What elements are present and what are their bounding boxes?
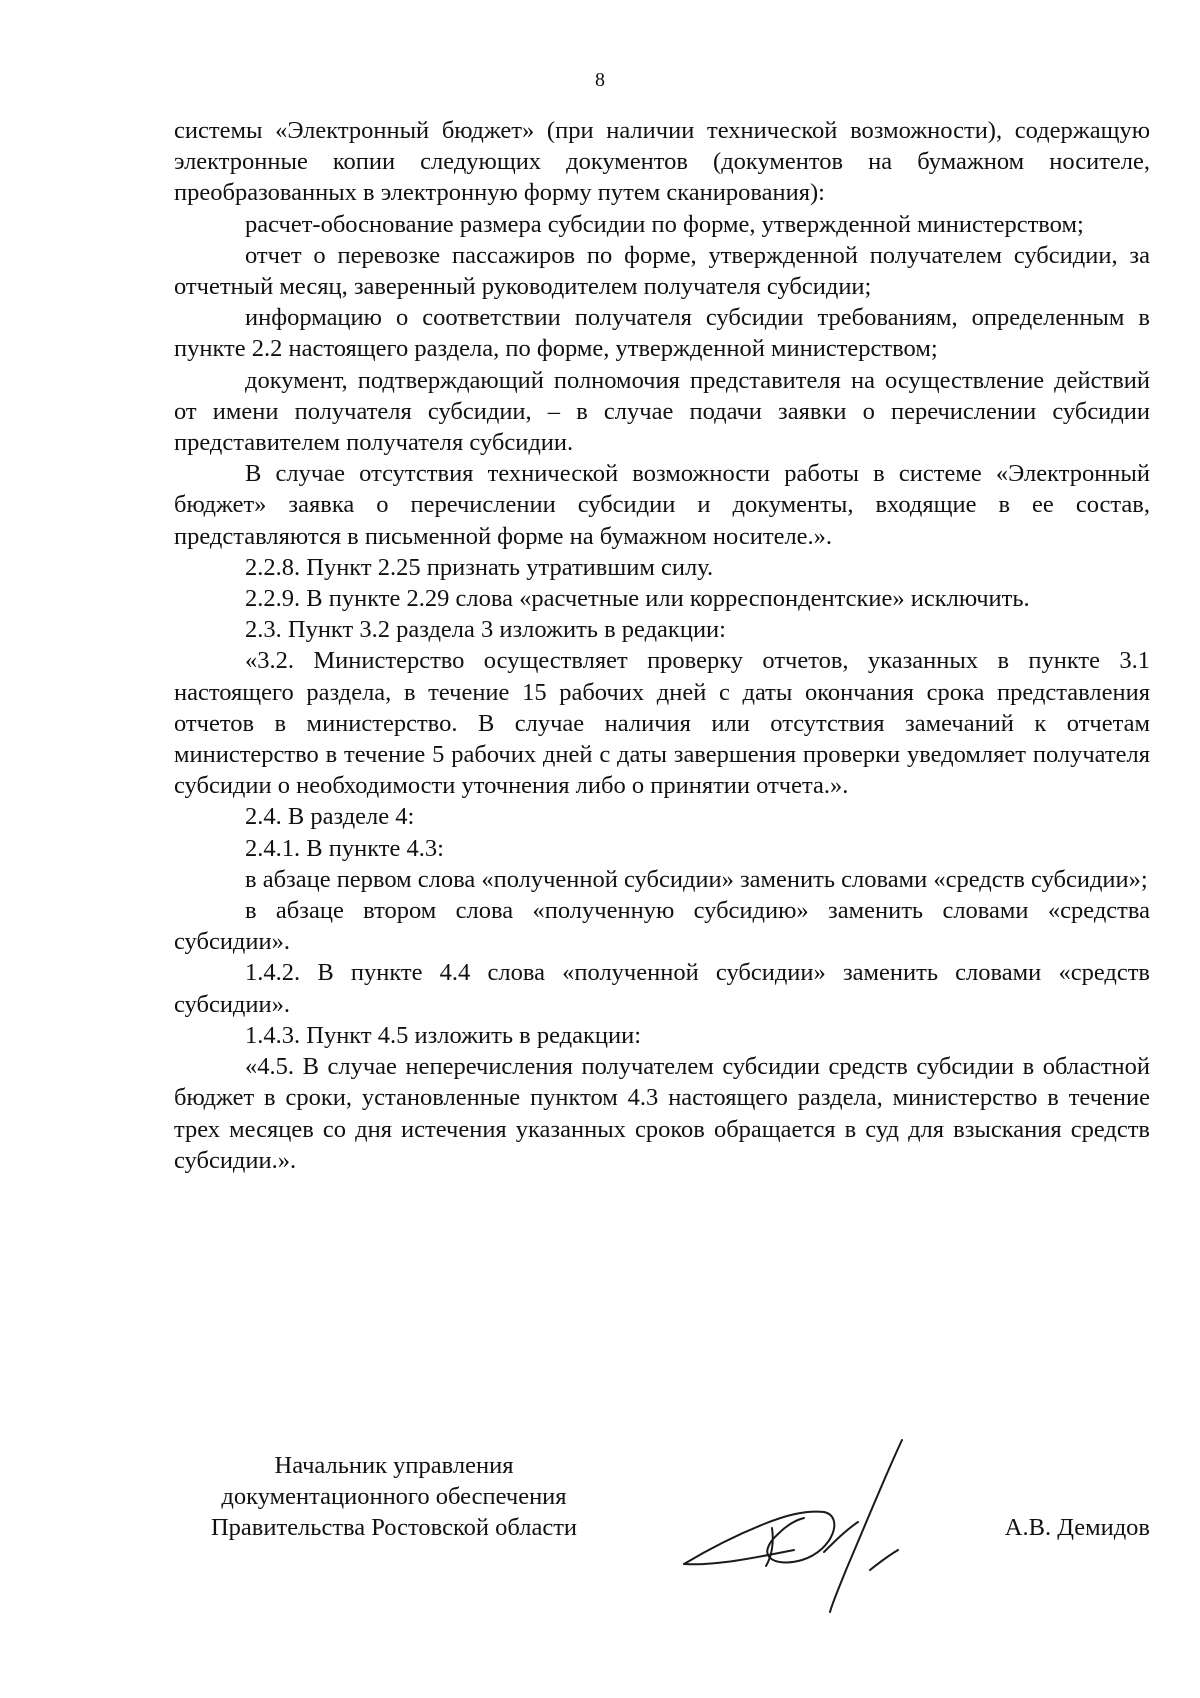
signatory-name: А.В. Демидов <box>1004 1514 1150 1541</box>
paragraph: отчет о перевозке пассажиров по форме, утвержденной получателем субсидии, за отчетный месяц, заверенный руководителем получателя субсидии; <box>174 241 1150 301</box>
paragraph: 2.4.1. В пункте 4.3: <box>245 834 444 862</box>
paragraph: 1.4.3. Пункт 4.5 изложить в редакции: <box>245 1021 642 1049</box>
paragraph: В случае отсутствия технической возможности работы в системе «Электронный бюджет» заявка о перечислении субсидии и документы, входящие в ее состав, представляются в письменной форме на бумажном носителе.». <box>174 460 1150 550</box>
paragraph: 2.2.9. В пункте 2.29 слова «расчетные или корреспондентские» исключить. <box>245 585 1030 613</box>
paragraph: системы «Электронный бюджет» (при наличии технической возможности), содержащую электронные копии следующих документов (документов на бумажном носителе, преобразованных в электронную форму путем сканирования): <box>174 117 1150 207</box>
handwritten-signature <box>674 1432 974 1622</box>
paragraph: расчет-обоснование размера субсидии по форме, утвержденной министерством; <box>245 210 1084 238</box>
paragraph: информацию о соответствии получателя субсидии требованиям, определенным в пункте 2.2 настоящего раздела, по форме, утвержденной министерством; <box>174 304 1150 363</box>
signature-block <box>174 1450 1150 1630</box>
paragraph: документ, подтверждающий полномочия представителя на осуществление действий от имени получателя субсидии, – в случае подачи заявки о перечислении субсидии представителем получателя субсидии. <box>174 366 1150 457</box>
signatory-title-line: Начальник управления <box>274 1452 514 1479</box>
paragraph: 2.4. В разделе 4: <box>245 803 415 831</box>
paragraph: в абзаце втором слова «полученную субсидию» заменить словами «средства субсидии». <box>174 897 1150 956</box>
paragraph: «4.5. В случае неперечисления получателем субсидии средств субсидии в областной бюджет в сроки, установленные пунктом 4.3 настоящего раздела, министерство в течение трех месяцев со дня истечения указанных сроков обращается в суд для взыскания средств субсидии.». <box>174 1053 1150 1174</box>
paragraph: «3.2. Министерство осуществляет проверку отчетов, указанных в пункте 3.1 настоящего раздела, в течение 15 рабочих дней с даты окончания срока представления отчетов в министерство. В случае наличия или отсутствия замечаний к отчетам министерство в течение 5 рабочих дней с даты завершения проверки уведомляет получателя субсидии о необходимости уточнения либо о принятии отчета.». <box>174 647 1150 800</box>
signatory-title <box>174 1450 614 1544</box>
signatory-title-line: Правительства Ростовской области <box>210 1514 578 1542</box>
page-number: 8 <box>595 69 605 91</box>
paragraph: 1.4.2. В пункте 4.4 слова «полученной субсидии» заменить словами «средств субсидии». <box>174 959 1150 1018</box>
signatory-title-line: документационного обеспечения <box>221 1483 567 1511</box>
paragraph: 2.3. Пункт 3.2 раздела 3 изложить в редакции: <box>245 616 726 644</box>
paragraph: в абзаце первом слова «полученной субсидии» заменить словами «средств субсидии»; <box>245 865 1148 893</box>
document-body <box>174 115 1150 1176</box>
paragraph: 2.2.8. Пункт 2.25 признать утратившим силу. <box>245 553 714 581</box>
